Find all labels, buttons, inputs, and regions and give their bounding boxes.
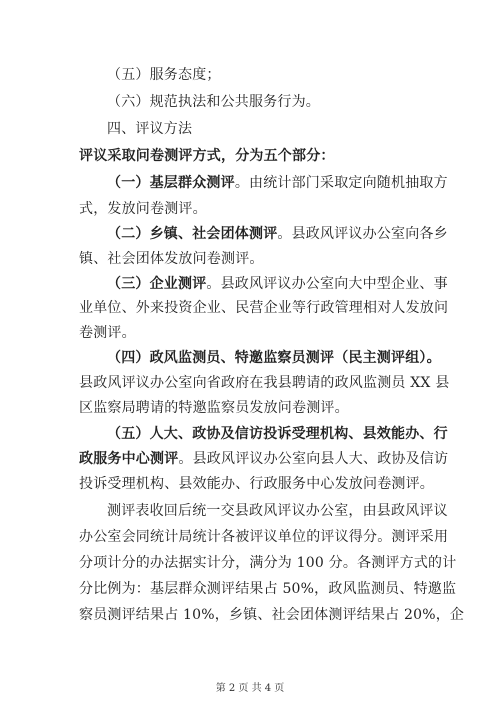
item-heading-npc-cppcc: （五）人大、政协及信访投诉受理机构、县效能办、行	[107, 426, 448, 442]
item-heading-grassroots: （一）基层群众测评	[107, 175, 235, 191]
paragraph-line: 式，发放问卷测评。	[79, 201, 207, 217]
paragraph-line	[79, 448, 449, 470]
paragraph-line: 区监察局聘请的特邀监察员发放问卷测评。	[79, 400, 349, 416]
item-heading-monitors: （四）政风监测员、特邀监察员测评（民主测评组）。	[107, 350, 441, 366]
paragraph-line: 分比例为：基层群众测评结果占 50%，政风监测员、特邀监	[79, 581, 457, 597]
paragraph-line: 业单位、外来投资企业、民营企业等行政管理相对人发放问	[79, 300, 449, 316]
paragraph-line	[107, 273, 448, 295]
item-heading-township: （二）乡镇、社会团体测评	[107, 226, 278, 242]
item-text: 。县政风评议办公室向县人大、政协及信访	[178, 451, 449, 467]
section-heading-evaluation-method: 四、评议方法	[107, 121, 193, 137]
list-item-service-attitude: （五）服务态度；	[107, 67, 221, 83]
paragraph-line	[107, 223, 448, 245]
evaluation-intro: 评议采取问卷测评方式，分为五个部分：	[79, 148, 335, 164]
item-heading-enterprise: （三）企业测评	[107, 276, 207, 292]
paragraph-line	[107, 172, 448, 194]
item-text: 。县政风评议办公室向大中型企业、事	[206, 276, 448, 292]
item-heading-cont: 政服务中心测评	[79, 451, 179, 467]
item-text: 。由统计部门采取定向随机抽取方	[234, 175, 448, 191]
paragraph-line: 县政风评议办公室向省政府在我县聘请的政风监测员 XX 县	[79, 375, 450, 391]
list-item-law-enforcement: （六）规范执法和公共服务行为。	[107, 94, 320, 110]
paragraph-line: 镇、社会团体发放问卷测评。	[79, 251, 264, 267]
paragraph-line: 投诉受理机构、县效能办、行政服务中心发放问卷测评。	[79, 476, 434, 492]
paragraph-line: 察员测评结果占 10%，乡镇、社会团体测评结果占 20%，企	[79, 607, 465, 623]
paragraph-line: 卷测评。	[79, 325, 136, 341]
paragraph-line: 分项计分的办法据实计分，满分为 100 分。各测评方式的计	[79, 555, 457, 571]
paragraph-line: 办公室会同统计局统计各被评议单位的评议得分。测评采用	[79, 529, 449, 545]
item-text: 。县政风评议办公室向各乡	[277, 226, 448, 242]
paragraph-line: 测评表收回后统一交县政风评议办公室，由县政风评议	[107, 503, 448, 519]
page-footer: 第 2 页 共 4 页	[215, 683, 285, 694]
